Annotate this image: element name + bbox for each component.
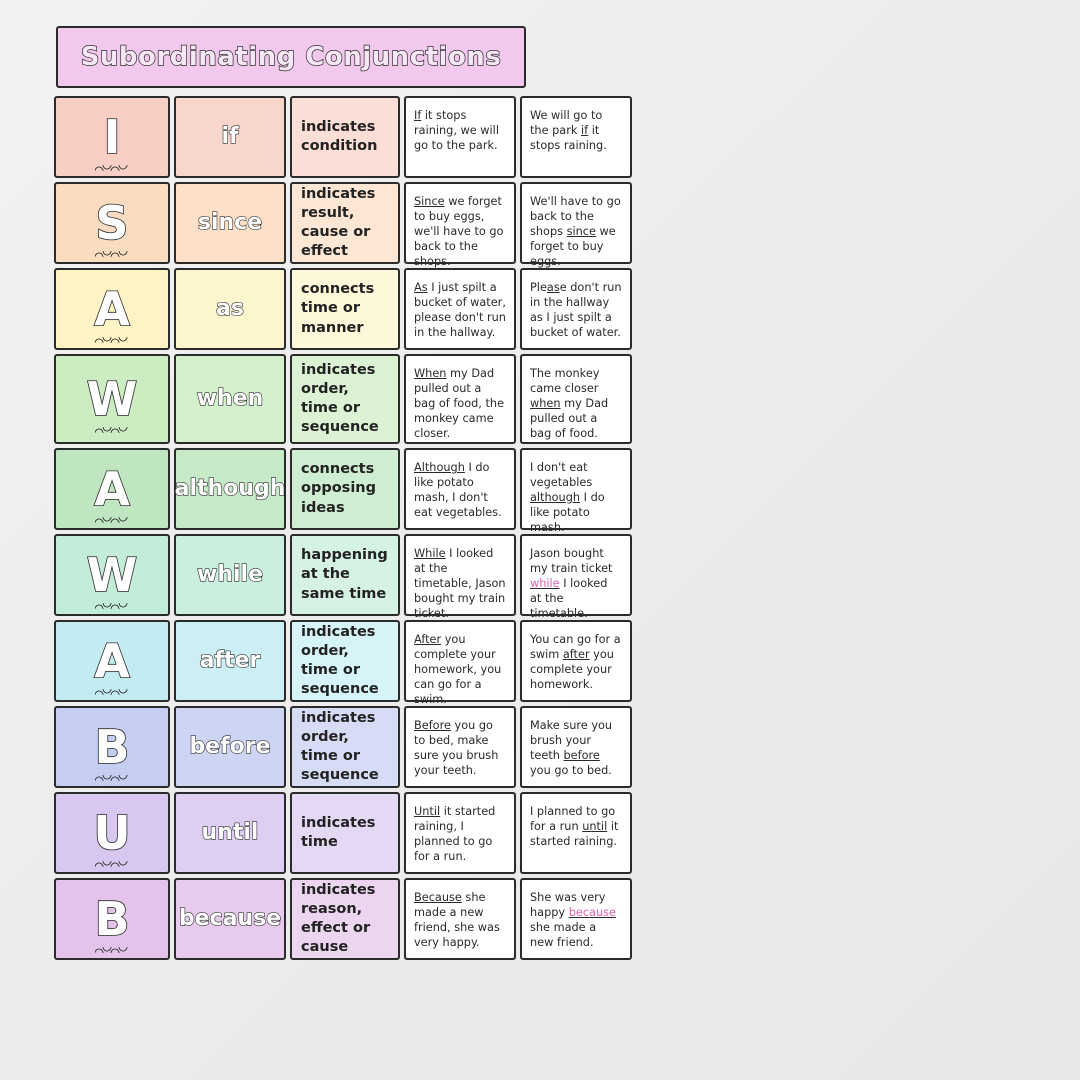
- letter-cell: [54, 354, 170, 444]
- letter-glyph: B: [94, 892, 130, 946]
- example-b-cell: [520, 268, 632, 350]
- example-b-cell: [520, 878, 632, 960]
- conjunctions-table: [54, 96, 652, 960]
- example-b-text: The monkey came closer when my Dad pulled out a bag of food.: [530, 367, 609, 441]
- example-b-text: Jason bought my train ticket while I looked at the timetable.: [530, 547, 613, 621]
- letter-cell: [54, 268, 170, 350]
- letter-cell: [54, 182, 170, 264]
- definition-cell: [290, 706, 400, 788]
- example-a-text: Before you go to bed, make sure you brush your teeth.: [414, 719, 499, 778]
- definition-cell: [290, 96, 400, 178]
- table-row: [54, 354, 652, 444]
- example-a-cell: [404, 534, 516, 621]
- definition-cell: [290, 268, 400, 350]
- conjunction-word: although: [174, 475, 286, 501]
- conjunction-cell: [174, 354, 286, 444]
- example-a-text: If it stops raining, we will go to the park.: [414, 109, 499, 153]
- example-a-cell: [404, 268, 516, 350]
- definition-text: indicates order, time or sequence: [301, 623, 379, 698]
- letter-glyph: I: [103, 110, 121, 164]
- letter-glyph: W: [86, 548, 138, 602]
- letter-glyph: A: [94, 634, 130, 688]
- letter-cell: [54, 706, 170, 788]
- conjunction-cell: [174, 620, 286, 702]
- example-b-cell: [520, 534, 632, 621]
- letter-cell: [54, 792, 170, 874]
- example-b-cell: [520, 620, 632, 702]
- example-b-text: She was very happy because she made a new friend.: [530, 891, 616, 950]
- conjunction-word: before: [189, 733, 271, 759]
- letter-cell: [54, 878, 170, 960]
- example-b-text: I don't eat vegetables although I do like potato mash.: [530, 461, 605, 535]
- table-row: [54, 448, 652, 535]
- table-row: [54, 534, 652, 621]
- example-b-cell: [520, 448, 632, 535]
- conjunction-cell: [174, 878, 286, 960]
- example-a-text: Since we forget to buy eggs, we'll have to go back to the shops.: [414, 195, 504, 269]
- conjunction-word: after: [199, 647, 261, 673]
- definition-cell: [290, 878, 400, 960]
- example-b-cell: [520, 96, 632, 178]
- example-a-cell: [404, 706, 516, 788]
- table-row: [54, 792, 652, 874]
- conjunction-cell: [174, 96, 286, 178]
- table-row: [54, 268, 652, 350]
- example-a-cell: [404, 96, 516, 178]
- example-b-text: I planned to go for a run until it started raining.: [530, 805, 619, 849]
- letter-glyph: U: [93, 806, 131, 860]
- example-a-text: Because she made a new friend, she was very happy.: [414, 891, 500, 950]
- page-title: Subordinating Conjunctions: [80, 42, 502, 72]
- example-a-cell: [404, 354, 516, 444]
- definition-text: connects opposing ideas: [301, 461, 376, 516]
- conjunction-cell: [174, 448, 286, 530]
- conjunction-word: since: [197, 209, 263, 235]
- definition-cell: [290, 534, 400, 616]
- example-b-text: Make sure you brush your teeth before you go to bed.: [530, 719, 613, 778]
- example-b-cell: [520, 792, 632, 874]
- conjunction-cell: [174, 268, 286, 350]
- example-a-cell: [404, 792, 516, 874]
- letter-glyph: W: [86, 372, 138, 426]
- conjunction-cell: [174, 534, 286, 616]
- example-a-text: Until it started raining, I planned to go for a run.: [414, 805, 496, 864]
- example-a-cell: [404, 448, 516, 530]
- conjunction-word: as: [216, 295, 244, 321]
- conjunction-word: until: [201, 819, 259, 845]
- conjunction-cell: [174, 182, 286, 264]
- example-a-text: When my Dad pulled out a bag of food, the monkey came closer.: [414, 367, 505, 441]
- poster-title-box: [56, 26, 526, 88]
- definition-cell: [290, 448, 400, 530]
- example-b-cell: [520, 354, 632, 444]
- example-b-text: We will go to the park if it stops raining.: [530, 109, 607, 153]
- conjunction-word: when: [196, 385, 264, 411]
- definition-text: indicates time: [301, 814, 376, 850]
- example-b-cell: [520, 182, 632, 269]
- example-a-text: Although I do like potato mash, I don't eat vegetables.: [414, 461, 502, 520]
- letter-glyph: A: [94, 282, 130, 336]
- letter-cell: [54, 448, 170, 530]
- definition-text: connects time or manner: [301, 281, 375, 336]
- example-b-cell: [520, 706, 632, 788]
- table-row: [54, 96, 652, 178]
- poster: [54, 26, 652, 960]
- conjunction-cell: [174, 706, 286, 788]
- definition-cell: [290, 792, 400, 874]
- letter-cell: [54, 96, 170, 178]
- definition-cell: [290, 620, 400, 702]
- definition-text: happening at the same time: [301, 547, 388, 602]
- definition-cell: [290, 354, 400, 444]
- table-row: [54, 620, 652, 707]
- definition-text: indicates condition: [301, 118, 378, 154]
- letter-glyph: S: [95, 196, 129, 250]
- example-a-text: While I looked at the timetable, Jason bought my train ticket.: [414, 547, 506, 621]
- example-a-cell: [404, 182, 516, 269]
- definition-text: indicates order, time or sequence: [301, 709, 379, 784]
- conjunction-word: because: [178, 905, 282, 931]
- conjunction-word: if: [221, 123, 239, 149]
- example-a-cell: [404, 620, 516, 707]
- example-b-text: You can go for a swim after you complete your homework.: [530, 633, 621, 692]
- letter-glyph: B: [94, 720, 130, 774]
- letter-cell: [54, 620, 170, 702]
- example-a-cell: [404, 878, 516, 960]
- example-a-text: After you complete your homework, you can go for a swim.: [414, 633, 502, 707]
- example-a-text: As I just spilt a bucket of water, please don't run in the hallway.: [414, 281, 506, 340]
- table-row: [54, 878, 652, 960]
- table-row: [54, 182, 652, 269]
- definition-cell: [290, 182, 400, 264]
- definition-text: indicates result, cause or effect: [301, 185, 376, 260]
- example-b-text: Please don't run in the hallway as I just spilt a bucket of water.: [530, 281, 622, 340]
- definition-text: indicates order, time or sequence: [301, 361, 379, 436]
- table-row: [54, 706, 652, 788]
- letter-cell: [54, 534, 170, 616]
- example-b-text: We'll have to go back to the shops since we forget to buy eggs.: [530, 195, 621, 269]
- conjunction-cell: [174, 792, 286, 874]
- definition-text: indicates reason, effect or cause: [301, 881, 376, 956]
- conjunction-word: while: [197, 561, 263, 587]
- letter-glyph: A: [94, 462, 130, 516]
